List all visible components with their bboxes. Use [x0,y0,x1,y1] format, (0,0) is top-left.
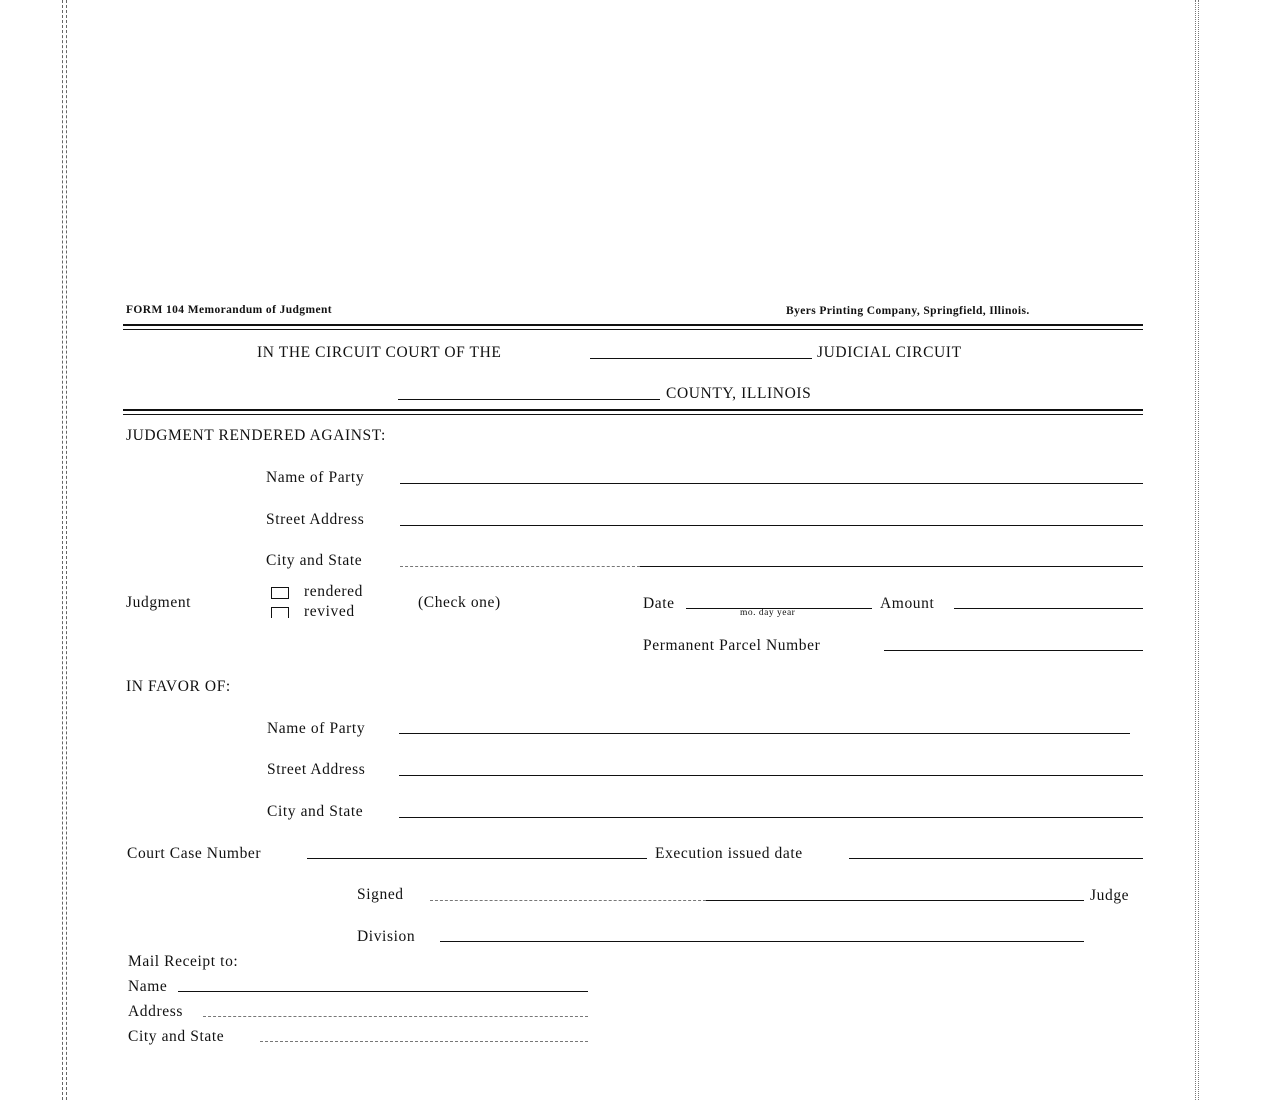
rendered-option-label: rendered [304,583,364,600]
mail-city-label: City and State [128,1028,225,1045]
against-street-field[interactable] [400,525,1143,526]
against-city-label: City and State [266,552,363,569]
favor-name-field[interactable] [399,733,1130,734]
court-line1-suffix: JUDICIAL CIRCUIT [817,344,962,361]
mail-name-label: Name [128,978,168,995]
rendered-checkbox[interactable] [271,587,289,599]
check-one-note: (Check one) [418,594,501,611]
court-line2-suffix: COUNTY, ILLINOIS [666,385,812,402]
date-label: Date [643,595,675,612]
amount-label: Amount [880,595,935,612]
division-field[interactable] [440,941,1084,942]
court-rule-top [123,409,1143,411]
mail-address-field[interactable] [203,1016,588,1017]
against-name-label: Name of Party [266,469,365,486]
court-line1-prefix: IN THE CIRCUIT COURT OF THE [257,344,502,361]
division-label: Division [357,928,416,945]
favor-street-field[interactable] [399,775,1143,776]
judge-label: Judge [1090,887,1130,904]
header-rule-bottom [123,329,1143,330]
execution-date-label: Execution issued date [655,845,803,862]
against-city-field[interactable] [640,566,1143,567]
court-rule-bottom [123,414,1143,415]
mail-address-label: Address [128,1003,183,1020]
scan-edge-right-inner [1198,0,1199,1100]
favor-street-label: Street Address [267,761,366,778]
mail-name-field[interactable] [178,991,588,992]
signature-field[interactable] [706,900,1084,901]
parcel-field[interactable] [884,650,1143,651]
signature-field-dotted[interactable] [430,900,706,901]
scan-edge-left-inner [66,0,67,1100]
favor-city-field[interactable] [399,817,1143,818]
against-city-field-dotted[interactable] [400,566,640,567]
parcel-label: Permanent Parcel Number [643,637,821,654]
date-hint: mo. day year [740,608,796,618]
judgment-label: Judgment [126,594,192,611]
revived-option-label: revived [304,603,355,620]
amount-field[interactable] [954,608,1143,609]
against-name-field[interactable] [400,483,1143,484]
mail-city-field[interactable] [260,1041,588,1042]
revived-checkbox[interactable] [271,607,289,618]
signed-label: Signed [357,886,404,903]
header-rule-top [123,324,1143,326]
favor-city-label: City and State [267,803,364,820]
printer-credit: Byers Printing Company, Springfield, Illinois. [786,305,1030,317]
mail-heading: Mail Receipt to: [128,953,239,970]
scan-edge-right [1195,0,1196,1100]
favor-name-label: Name of Party [267,720,366,737]
case-number-label: Court Case Number [127,845,262,862]
form-title: FORM 104 Memorandum of Judgment [126,304,332,316]
against-street-label: Street Address [266,511,365,528]
scan-edge-left [62,0,63,1100]
county-field[interactable] [398,399,660,400]
against-heading: JUDGMENT RENDERED AGAINST: [126,427,386,444]
execution-date-field[interactable] [849,858,1143,859]
judicial-circuit-field[interactable] [590,358,812,359]
favor-heading: IN FAVOR OF: [126,678,231,695]
case-number-field[interactable] [307,858,647,859]
